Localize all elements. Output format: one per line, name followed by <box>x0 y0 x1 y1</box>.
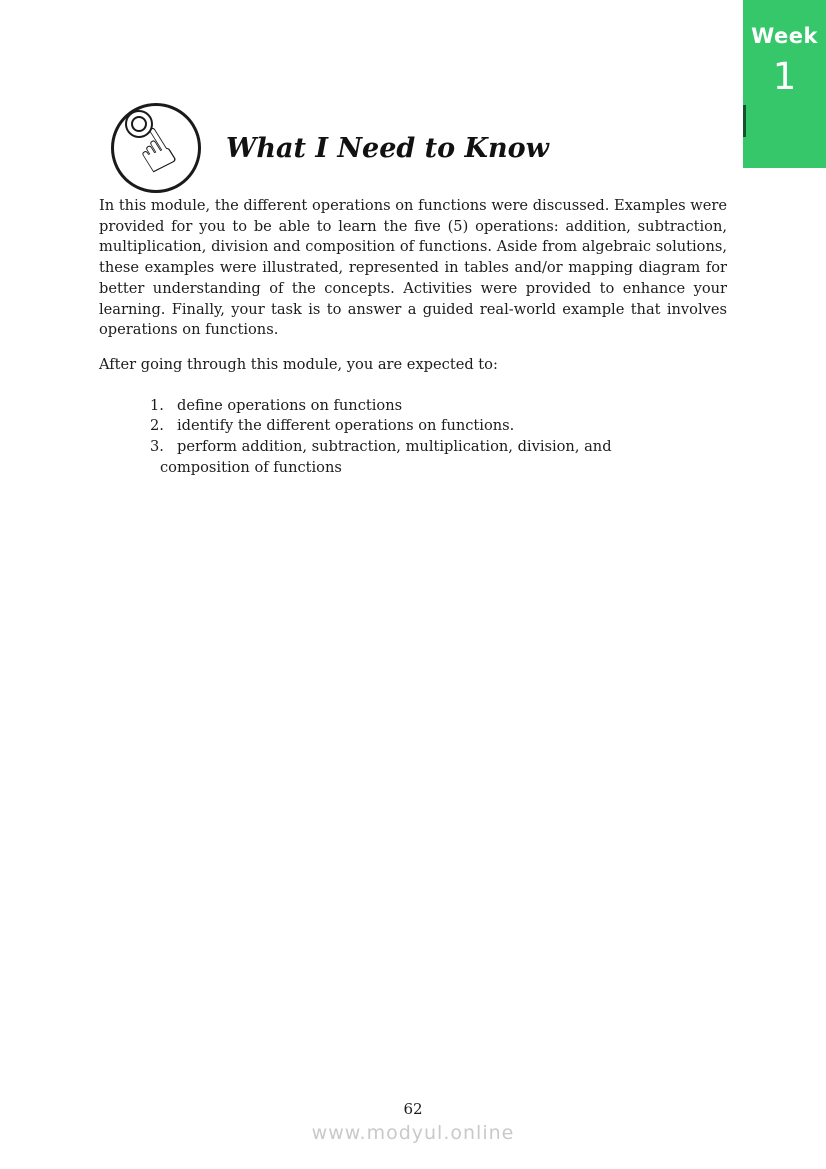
page-number: 62 <box>403 1100 423 1118</box>
objective-text: identify the different operations on functions. <box>177 417 515 435</box>
objective-number: 1. <box>150 396 164 414</box>
objective-text: perform addition, subtraction, multiplication, division, and <box>177 438 612 456</box>
objectives-list <box>150 396 727 479</box>
week-number: 1 <box>772 55 797 98</box>
list-item <box>150 416 727 437</box>
expectations-intro: After going through this module, you are expected to: <box>99 355 498 373</box>
objective-text-continued: composition of functions <box>160 458 342 476</box>
week-badge <box>743 0 826 168</box>
badge-edge-tick <box>743 105 746 137</box>
list-item <box>150 396 727 417</box>
body-content <box>99 196 727 478</box>
list-item <box>150 437 727 458</box>
objective-number: 2. <box>150 417 164 435</box>
pointing-hand-icon: ☝ <box>124 115 188 189</box>
page-title: What I Need to Know <box>226 133 549 164</box>
tap-hand-icon <box>111 103 201 193</box>
intro-paragraph: In this module, the different operations on functions were discussed. Examples were provided for you to be able to learn the five (5) operations: addition, subtraction, multiplication, division and composition of functions. Aside from algebraic solutions, these examples were illustrated, represented in tables and/or mapping diagram for better understanding of the concepts. Activities were provided to enhance your learning. Finally, your task is to answer a guided real-world example that involves operations on functions. <box>99 197 727 339</box>
watermark: www.modyul.online <box>311 1122 515 1144</box>
week-label: Week <box>751 24 818 48</box>
objective-number: 3. <box>150 438 164 456</box>
objective-text: define operations on functions <box>177 396 403 414</box>
